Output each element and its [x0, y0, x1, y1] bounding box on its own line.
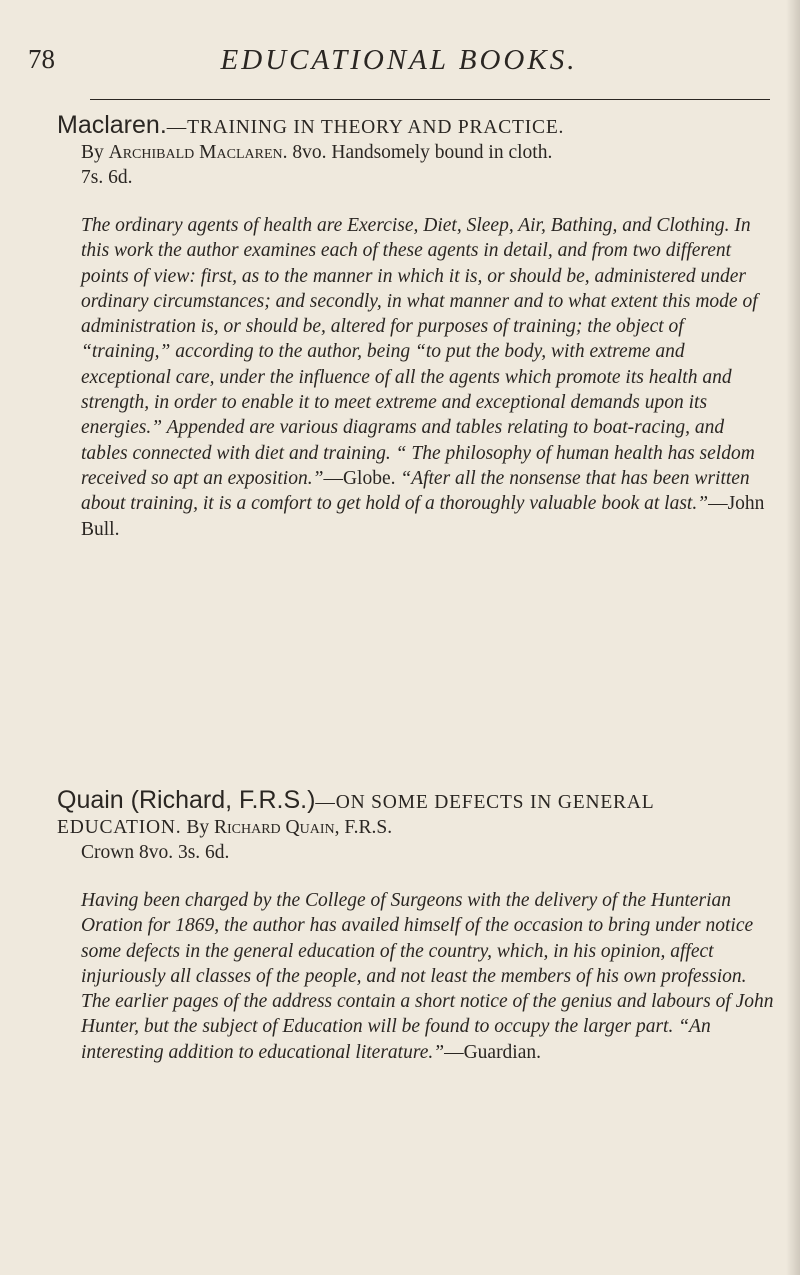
entry-title: —ON SOME DEFECTS IN GENERAL EDUCATION. — [57, 792, 654, 838]
byline-prefix: By — [81, 142, 109, 163]
entry-heading — [57, 113, 775, 140]
entry-description — [57, 213, 775, 542]
book-entry-maclaren — [57, 113, 775, 542]
entry-author: Maclaren. — [57, 111, 167, 139]
byline-author: Richard Quain, F.R.S. — [213, 817, 393, 838]
page-number: 78 — [28, 44, 55, 74]
header-rule — [90, 99, 770, 100]
review-source: —John Bull. — [81, 493, 765, 540]
page-header-title: EDUCATIONAL BOOKS. — [220, 44, 578, 76]
running-head — [28, 44, 770, 84]
entry-title: —TRAINING IN THEORY AND PRACTICE. — [166, 117, 565, 138]
entry-price: Crown 8vo. 3s. 6d. — [81, 842, 230, 863]
review-source: —Guardian. — [444, 1041, 542, 1063]
entry-heading — [57, 788, 775, 840]
byline-author: Archibald Maclaren. — [108, 142, 288, 163]
page-edge-shadow — [786, 0, 800, 1275]
description-text: “After all the nonsense that has been written about training, it is a comfort to get hold of a thoroughly valuable book at last.” — [81, 467, 750, 515]
description-text: Having been charged by the College of Surgeons with the delivery of the Hunterian Oration for 1869, the author has availed himself of the occasion to bring under notice some defects in the general education of the country, which, in his opinion, affect injuriously all classes of the people, and not least the members of his own profession. The earlier pages of the address contain a short notice of the genius and labours of John Hunter, but the subject of Education will be found to occupy the larger part. “An interesting addition to educational literature.” — [81, 890, 774, 1063]
entry-description — [57, 888, 775, 1065]
description-text: The ordinary agents of health are Exercise, Diet, Sleep, Air, Bathing, and Clothing. In this work the author examines each of these agents in detail, and from two different points of view: first, as to the manner in which it is, or should be, administered under ordinary circumstances; and secondly, in what manner and to what extent this mode of administration is, or should be, altered for purposes of training; the object of “training,” according to the author, being “to put the body, with extreme and exceptional care, under the influence of all the agents which promote its health and strength, in order to enable it to meet extreme and exceptional demands upon its energies.” Appended are various diagrams and tables relating to boat-racing, and tables connected with diet and training. “ The philosophy of human health has seldom received so apt an exposition.” — [81, 215, 758, 489]
entry-byline — [57, 140, 775, 165]
review-source: —Globe. — [323, 467, 396, 489]
book-entry-quain — [57, 788, 775, 1065]
byline-prefix: By — [181, 817, 214, 838]
byline-rest: 8vo. Handsomely bound in cloth. — [287, 142, 553, 163]
entry-author: Quain (Richard, F.R.S.) — [57, 786, 316, 814]
entry-price: 7s. 6d. — [81, 167, 133, 188]
